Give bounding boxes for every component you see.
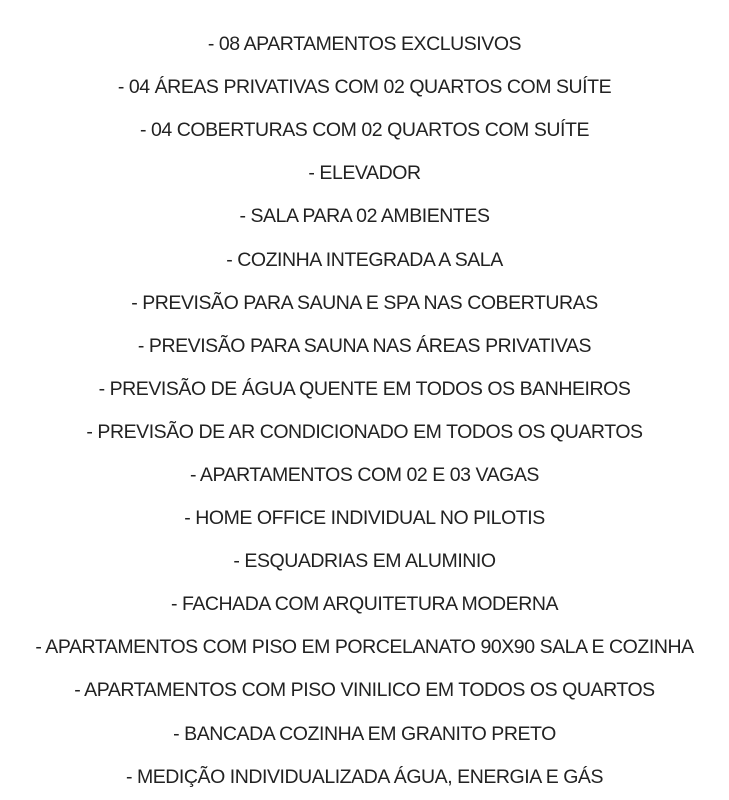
feature-line: - BANCADA COZINHA EM GRANITO PRETO (173, 722, 556, 745)
feature-line: - APARTAMENTOS COM PISO VINILICO EM TODOS OS QUARTOS (74, 679, 655, 702)
feature-line: - ESQUADRIAS EM ALUMINIO (233, 550, 496, 573)
feature-line: - PREVISÃO DE AR CONDICIONADO EM TODOS OS QUARTOS (86, 420, 643, 443)
feature-line: - 04 COBERTURAS COM 02 QUARTOS COM SUÍTE (139, 119, 589, 142)
feature-line: - ELEVADOR (308, 162, 421, 185)
feature-line: - 08 APARTAMENTOS EXCLUSIVOS (207, 33, 522, 56)
feature-line: - SALA PARA 02 AMBIENTES (239, 205, 490, 228)
feature-line: - PREVISÃO PARA SAUNA E SPA NAS COBERTURAS (131, 291, 598, 314)
feature-line: - HOME OFFICE INDIVIDUAL NO PILOTIS (184, 507, 545, 530)
feature-line: - COZINHA INTEGRADA A SALA (226, 248, 503, 271)
feature-line: - FACHADA COM ARQUITETURA MODERNA (170, 593, 559, 616)
feature-line: - APARTAMENTOS COM PISO EM PORCELANATO 90X90 SALA E COZINHA (35, 636, 694, 659)
feature-line: - APARTAMENTOS COM 02 E 03 VAGAS (190, 463, 539, 486)
feature-line: - MEDIÇÃO INDIVIDUALIZADA ÁGUA, ENERGIA E GÁS (125, 765, 604, 788)
feature-line: - PREVISÃO DE ÁGUA QUENTE EM TODOS OS BANHEIROS (98, 377, 631, 400)
feature-line: - 04 ÁREAS PRIVATIVAS COM 02 QUARTOS COM SUÍTE (117, 76, 612, 99)
feature-line: - PREVISÃO PARA SAUNA NAS ÁREAS PRIVATIVAS (137, 334, 592, 357)
